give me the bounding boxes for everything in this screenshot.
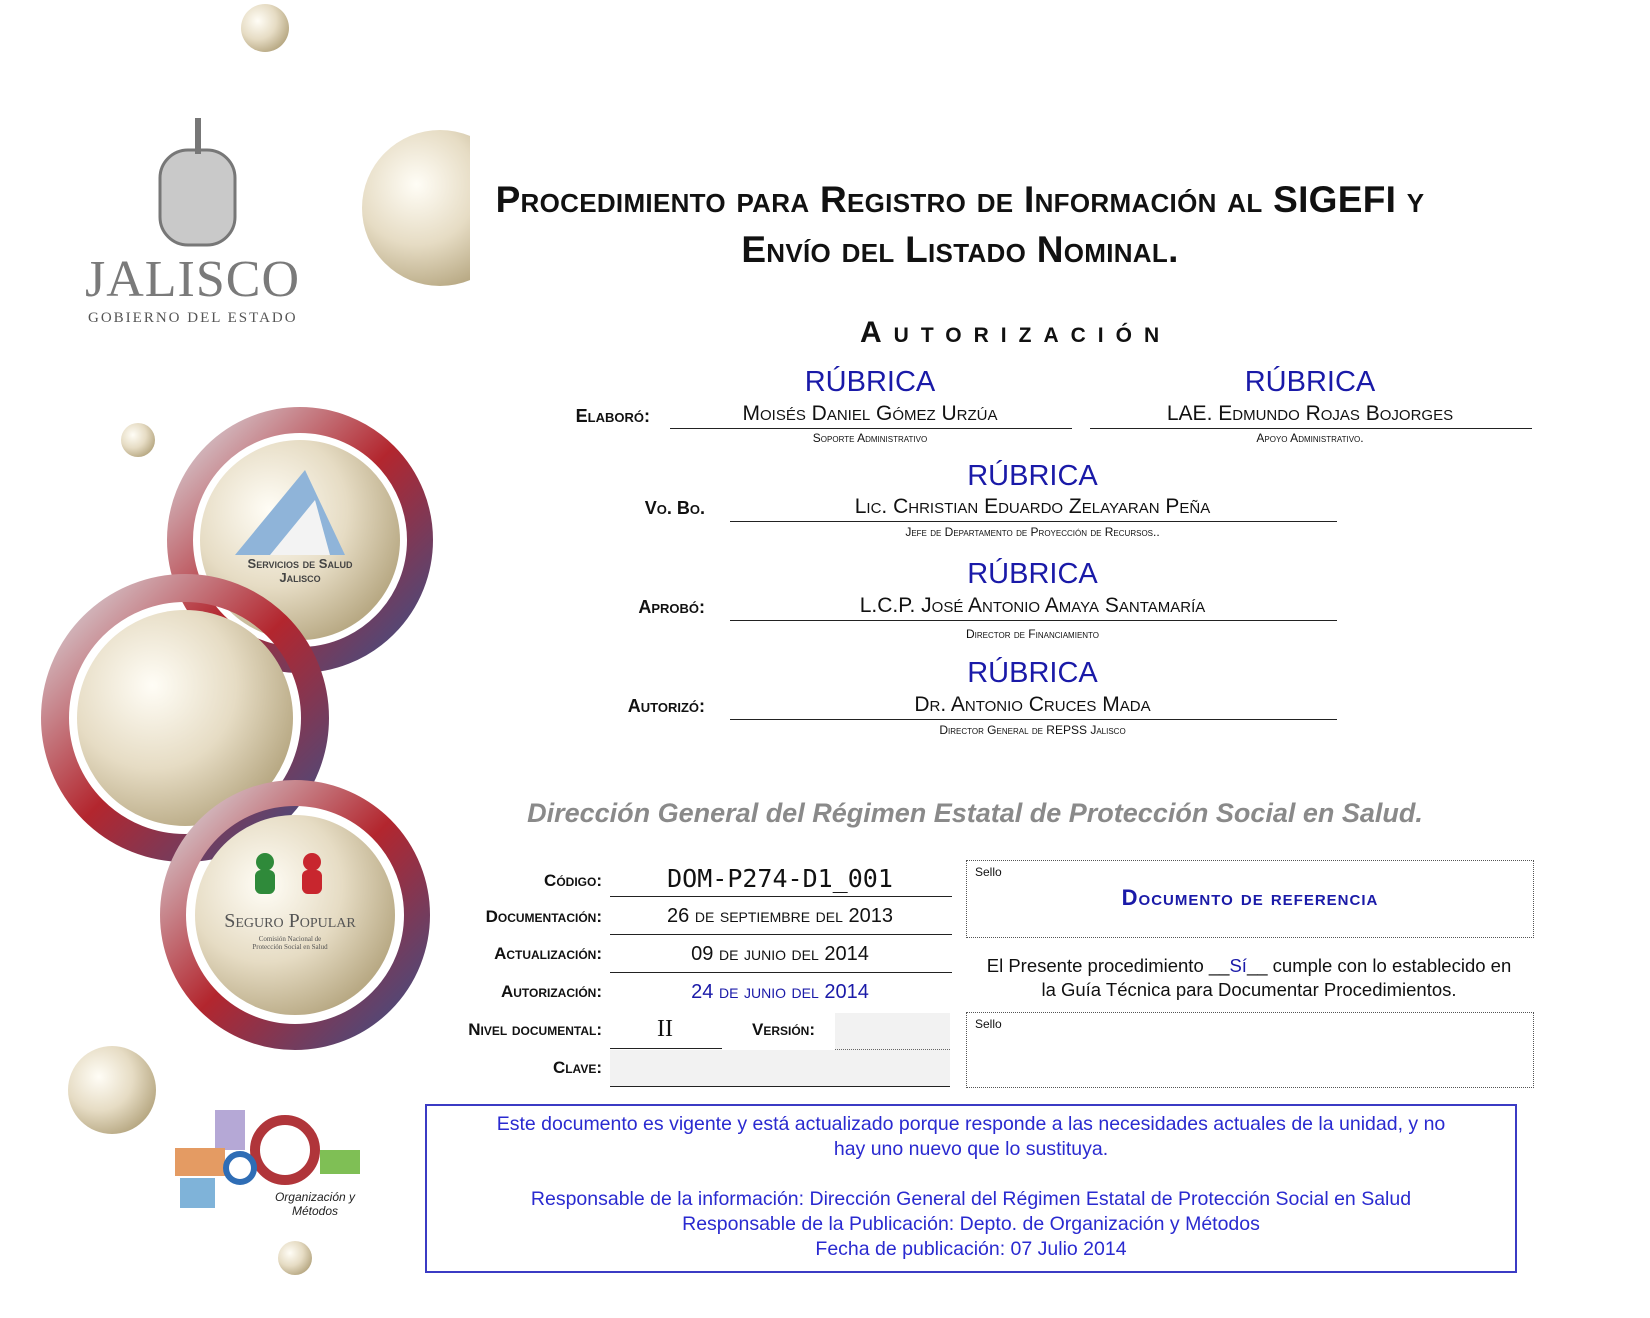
autorizo-name: Dr. Antonio Cruces Mada	[914, 693, 1151, 716]
elaboro-2-role: Apoyo Administrativo.	[1256, 431, 1364, 445]
jalisco-wordmark: JALISCO	[85, 251, 301, 308]
vobo-role: Jefe de Departamento de Proyección de Recursos..	[905, 525, 1160, 539]
field-line	[610, 934, 952, 935]
org-arrow-up	[215, 1110, 245, 1150]
signature-line	[730, 620, 1337, 621]
version-value	[835, 1013, 950, 1050]
org-metodos-label: Organización y Métodos	[274, 1190, 356, 1218]
compliance-text: El Presente procedimiento __Sí__ cumple con lo establecido en la Guía Técnica para Documentar Procedimientos.	[986, 955, 1512, 1000]
reference-document-text: Documento de referencia	[1121, 885, 1379, 910]
clave-label: Clave:	[552, 1058, 602, 1077]
pearl-circle	[278, 1241, 312, 1275]
pearl-circle	[121, 423, 155, 457]
aprobo-label: Aprobó:	[638, 597, 705, 617]
direction-title: Dirección General del Régimen Estatal de Protección Social en Salud.	[527, 798, 1423, 828]
validity-note-box: Este documento es vigente y está actualizado porque responde a las necesidades actuales de la unidad, y no hay uno nuevo que lo sustituya. Responsable de la información: Dirección General del Régimen Estatal de Protección Social en Salud Responsable de la Publicación: Depto. de Organización y Métodos Fecha de publicación: 07 Julio 2014	[425, 1104, 1517, 1273]
document-title: Procedimiento para Registro de Información al SIGEFI y Envío del Listado Nominal.	[495, 179, 1425, 270]
nivel-label: Nivel documental:	[468, 1020, 602, 1039]
field-line	[610, 972, 952, 973]
sello-label: Sello	[975, 1017, 1002, 1031]
seguro-popular-sub: Comisión Nacional de Protección Social en Salud	[252, 935, 328, 951]
vobo-name: Lic. Christian Eduardo Zelayaran Peña	[854, 495, 1211, 518]
rubrica-signature: RÚBRICA	[967, 460, 1098, 492]
sello-box-reference	[966, 860, 1534, 938]
elaboro-2-name: LAE. Edmundo Rojas Bojorges	[1166, 402, 1454, 425]
aprobo-name: L.C.P. José Antonio Amaya Santamaría	[859, 594, 1206, 617]
aprobo-role: Director de Financiamiento	[965, 627, 1100, 641]
signature-line	[730, 719, 1337, 720]
elaboro-label: Elaboró:	[575, 406, 650, 426]
signature-line	[670, 428, 1072, 429]
org-arrow-down	[180, 1178, 215, 1208]
sello-box-empty	[966, 1012, 1534, 1088]
gear-icon	[255, 1120, 315, 1180]
codigo-label: Código:	[544, 871, 602, 890]
elaboro-1-role: Soporte Administrativo	[812, 431, 928, 445]
documentacion-label: Documentación:	[485, 907, 602, 926]
nivel-value: II	[657, 1016, 673, 1042]
elaboro-1-name: Moisés Daniel Gómez Urzúa	[742, 402, 998, 425]
jalisco-shield-icon	[160, 150, 235, 245]
pearl-circle	[241, 4, 289, 52]
sello-label: Sello	[975, 865, 1002, 879]
vobo-label: Vo. Bo.	[644, 498, 705, 518]
field-line	[610, 1048, 722, 1049]
autorizacion-value: 24 de junio del 2014	[691, 981, 869, 1003]
rubrica-signature: RÚBRICA	[804, 366, 936, 398]
field-line	[610, 896, 952, 897]
rubrica-signature: RÚBRICA	[1244, 366, 1376, 398]
org-arrow-right	[320, 1150, 360, 1174]
seguro-popular-label: Seguro Popular	[224, 910, 356, 932]
clave-value	[610, 1050, 950, 1087]
rubrica-signature: RÚBRICA	[967, 558, 1098, 590]
compliance-yes: Sí	[1229, 955, 1247, 976]
pearl-circle	[68, 1046, 156, 1134]
actualizacion-value: 09 de junio del 2014	[691, 943, 869, 965]
actualizacion-label: Actualización:	[494, 944, 602, 963]
authorization-heading: Autorización	[860, 316, 1172, 349]
signature-line	[1090, 428, 1532, 429]
autorizacion-label: Autorización:	[500, 982, 602, 1001]
version-label: Versión:	[751, 1020, 815, 1039]
ssj-label: Servicios de Salud Jalisco	[247, 556, 353, 585]
jalisco-subtitle: GOBIERNO DEL ESTADO	[88, 310, 298, 326]
autorizo-role: Director General de REPSS Jalisco	[939, 723, 1126, 737]
documentacion-value: 26 de septiembre del 2013	[667, 905, 893, 927]
signature-line	[730, 521, 1337, 522]
codigo-value: DOM-P274-D1_001	[667, 864, 893, 893]
autorizo-label: Autorizó:	[627, 696, 705, 716]
rubrica-signature: RÚBRICA	[967, 657, 1098, 689]
org-arrow-left	[175, 1148, 225, 1176]
